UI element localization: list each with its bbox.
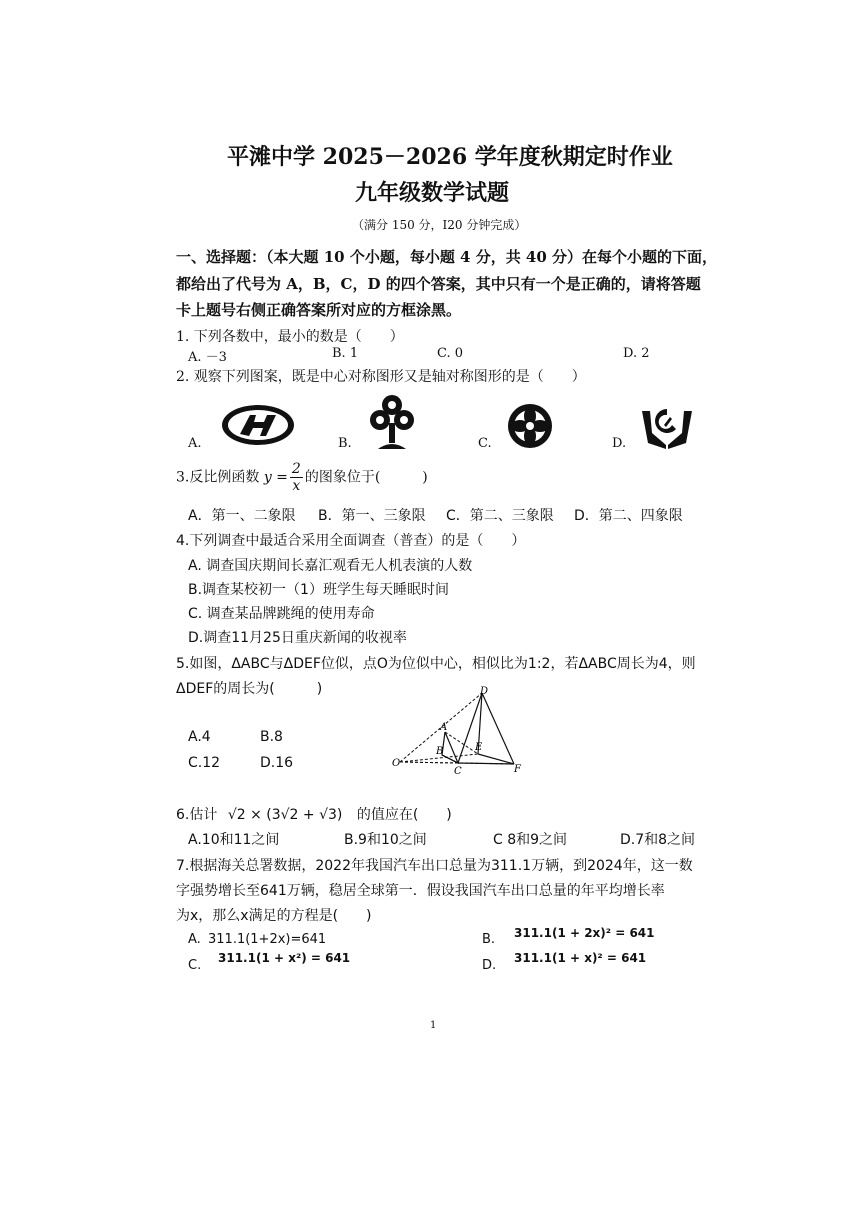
q6-option-c: C 8和9之间 bbox=[493, 832, 568, 848]
q3-fraction-numerator: 2 bbox=[291, 461, 301, 477]
q5-label-E: E bbox=[475, 742, 483, 753]
q4-option-c: C. 调查某品牌跳绳的使用寿命 bbox=[188, 606, 375, 622]
q2-stem: 2. 观察下列图案，既是中心对称图形又是轴对称图形的是（ ） bbox=[176, 369, 586, 385]
q4-option-b: B.调查某校初一（1）班学生每天睡眠时间 bbox=[188, 582, 449, 598]
q5-label-A: A bbox=[440, 722, 448, 733]
q3-option-a: A．第一、二象限 bbox=[188, 508, 296, 524]
q7-option-b-label: B. bbox=[482, 932, 496, 947]
q5-label-D: D bbox=[480, 686, 489, 697]
q7-option-d-label: D. bbox=[482, 958, 497, 973]
q3-option-c: C．第二、三象限 bbox=[446, 508, 554, 524]
q7-stem-line2: 字强势增长至641万辆，稳居全球第一．假设我国汽车出口总量的年平均增长率 bbox=[176, 883, 665, 899]
q6-option-b: B.9和10之间 bbox=[344, 832, 427, 848]
q7-stem-line3: 为x，那么x满足的方程是( ) bbox=[176, 908, 372, 924]
q1-option-c: C. 0 bbox=[437, 346, 464, 361]
page-number: 1 bbox=[430, 1020, 437, 1031]
homothety-figure bbox=[390, 684, 530, 779]
hyundai-logo-figure bbox=[220, 403, 296, 447]
exam-subject-title: 九年级数学试题 bbox=[355, 180, 510, 206]
q3-stem bbox=[176, 462, 428, 493]
q5-stem-line2: ΔDEF的周长为( ) bbox=[176, 681, 323, 697]
q7-option-c-equation: 311.1(1 + x²) = 641 bbox=[218, 951, 351, 965]
hands-emblem-figure bbox=[640, 403, 694, 451]
q5-option-b: B.8 bbox=[260, 729, 283, 745]
q7-option-a-label: A. bbox=[188, 932, 201, 947]
exam-title: 平滩中学 2025－2026 学年度秋期定时作业 bbox=[227, 144, 673, 170]
q6-option-d: D.7和8之间 bbox=[620, 832, 696, 848]
q3-option-d: D．第二、四象限 bbox=[574, 508, 683, 524]
q5-label-B: B bbox=[436, 746, 444, 757]
q3-stem-pre: 3.反比例函数 bbox=[176, 469, 264, 486]
q6-option-a: A.10和11之间 bbox=[188, 832, 280, 848]
q2-option-c: C. bbox=[478, 436, 492, 451]
q2-option-d: D. bbox=[612, 436, 627, 451]
q6-stem-post: 的值应在( ) bbox=[356, 807, 452, 823]
section-intro-line3: 卡上题号右侧正确答案所对应的方框涂黑。 bbox=[176, 301, 462, 319]
q6-expression: √2 × (3√2 + √3) bbox=[227, 807, 343, 823]
q5-label-C: C bbox=[454, 766, 462, 777]
q6-stem bbox=[176, 804, 452, 824]
q4-option-a: A. 调查国庆期间长嘉汇观看无人机表演的人数 bbox=[188, 558, 473, 574]
q3-function-y: y = bbox=[263, 469, 288, 486]
q5-stem-line1: 5.如图，ΔABC与ΔDEF位似，点O为位似中心，相似比为1:2，若ΔABC周长为4，则 bbox=[176, 656, 696, 672]
clover-tree-figure bbox=[368, 393, 416, 451]
q2-option-b: B. bbox=[338, 436, 352, 451]
q5-option-d: D.16 bbox=[260, 755, 294, 771]
q6-stem-pre: 6.估计 bbox=[176, 807, 218, 823]
q1-stem: 1. 下列各数中，最小的数是（ ） bbox=[176, 329, 404, 345]
section-intro-line1: 一、选择题：（本大题 10 个小题，每小题 4 分，共 40 分）在每个小题的下面， bbox=[176, 248, 718, 266]
q7-stem-line1: 7.根据海关总署数据，2022年我国汽车出口总量为311.1万辆，到2024年，这一数 bbox=[176, 858, 693, 874]
q7-option-c-label: C. bbox=[188, 958, 202, 973]
q5-option-c: C.12 bbox=[188, 755, 221, 771]
q5-label-F: F bbox=[514, 764, 521, 775]
q1-option-a: A. －3 bbox=[188, 350, 227, 365]
q4-option-d: D.调查11月25日重庆新闻的收视率 bbox=[188, 630, 407, 646]
q3-fraction bbox=[290, 462, 303, 493]
q5-label-O: O bbox=[392, 758, 401, 769]
q5-option-a: A.4 bbox=[188, 729, 211, 745]
q1-option-b: B. 1 bbox=[332, 346, 359, 361]
section-intro-line2: 都给出了代号为 A，B，C，D 的四个答案，其中只有一个是正确的，请将答题 bbox=[176, 275, 701, 293]
q3-option-b: B．第一、三象限 bbox=[318, 508, 426, 524]
q7-option-d-equation: 311.1(1 + x)² = 641 bbox=[514, 951, 647, 965]
four-petal-circle-figure bbox=[506, 402, 554, 450]
q4-stem: 4.下列调查中最适合采用全面调查（普查）的是（ ） bbox=[176, 533, 526, 549]
q3-fraction-denominator: x bbox=[292, 478, 301, 494]
q3-stem-post: 的图象位于( ) bbox=[304, 469, 428, 486]
q1-option-d: D. 2 bbox=[623, 346, 650, 361]
exam-subtitle: （满分 150 分，I20 分钟完成） bbox=[352, 218, 527, 232]
q7-option-b-equation: 311.1(1 + 2x)² = 641 bbox=[514, 926, 655, 940]
q2-option-a: A. bbox=[188, 436, 202, 451]
q7-option-a-equation: 311.1(1+2x)=641 bbox=[208, 932, 327, 947]
